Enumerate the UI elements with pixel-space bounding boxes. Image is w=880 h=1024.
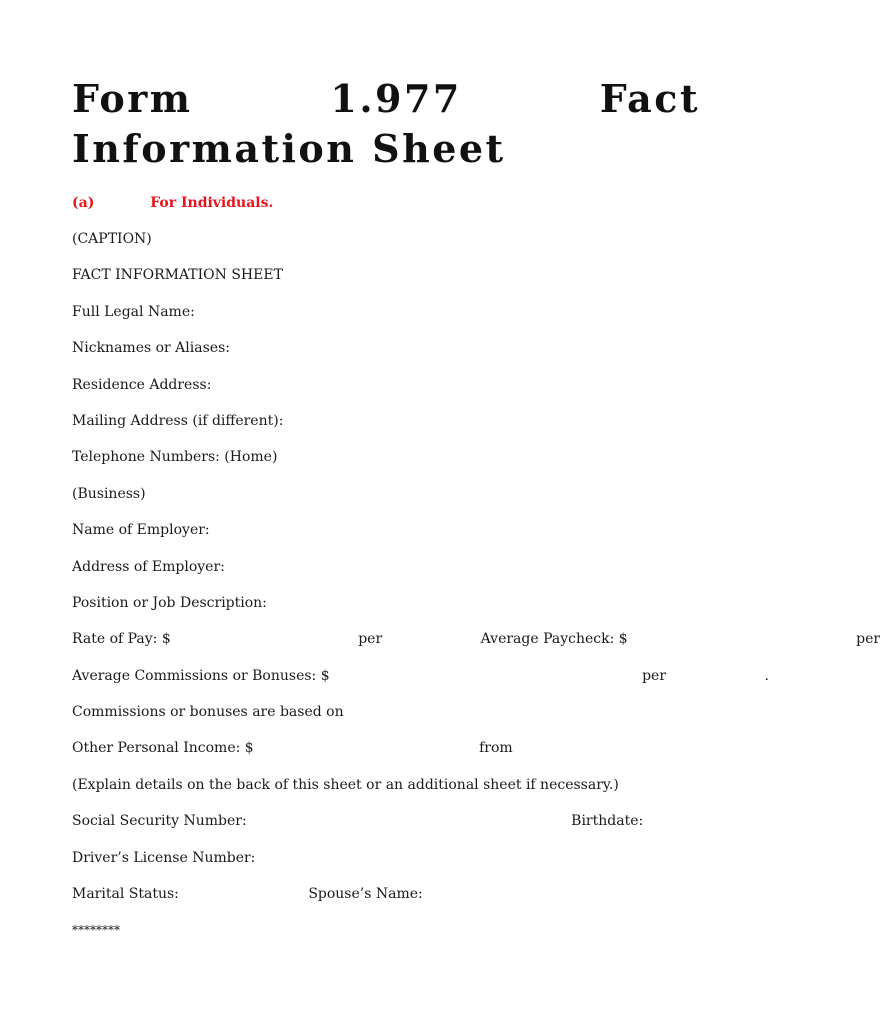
rate-per-label: per <box>358 631 383 647</box>
average-commissions-label: Average Commissions or Bonuses: $ <box>72 668 330 684</box>
pay-line <box>72 630 880 648</box>
full-legal-name-label: Full Legal Name: <box>72 304 195 320</box>
commissions-line <box>72 667 769 685</box>
caption-line: (CAPTION) <box>72 231 152 247</box>
explain-note: (Explain details on the back of this sheet or an additional sheet if necessary.) <box>72 777 619 793</box>
nicknames-label: Nicknames or Aliases: <box>72 340 230 356</box>
page-title: Form 1.977 Fact Information Sheet <box>72 76 700 171</box>
spouse-name-label: Spouse’s Name: <box>308 886 423 902</box>
position-label: Position or Job Description: <box>72 595 267 611</box>
telephone-business-label: (Business) <box>72 486 146 502</box>
ssn-line <box>72 812 692 830</box>
marital-line <box>72 885 692 903</box>
employer-name-label: Name of Employer: <box>72 522 210 538</box>
other-income-line <box>72 739 692 757</box>
telephone-home-label: Telephone Numbers: (Home) <box>72 449 278 465</box>
form-heading: FACT INFORMATION SHEET <box>72 267 283 283</box>
separator: ******** <box>72 923 120 937</box>
average-paycheck-label: Average Paycheck: $ <box>480 631 628 647</box>
paycheck-per-label: per <box>856 631 880 647</box>
section-label: For Individuals. <box>150 195 274 211</box>
residence-address-label: Residence Address: <box>72 377 212 393</box>
ssn-label: Social Security Number: <box>72 813 247 829</box>
section-heading <box>72 194 274 212</box>
commissions-basis-label: Commissions or bonuses are based on <box>72 704 344 720</box>
commissions-period: . <box>764 668 769 684</box>
marital-status-label: Marital Status: <box>72 886 179 902</box>
birthdate-label: Birthdate: <box>571 813 644 829</box>
other-income-label: Other Personal Income: $ <box>72 740 254 756</box>
drivers-license-label: Driver’s License Number: <box>72 850 256 866</box>
other-income-from-label: from <box>479 740 513 756</box>
rate-of-pay-label: Rate of Pay: $ <box>72 631 171 647</box>
mailing-address-label: Mailing Address (if different): <box>72 413 284 429</box>
employer-address-label: Address of Employer: <box>72 559 225 575</box>
commissions-per-label: per <box>642 668 667 684</box>
section-marker: (a) <box>72 195 95 211</box>
